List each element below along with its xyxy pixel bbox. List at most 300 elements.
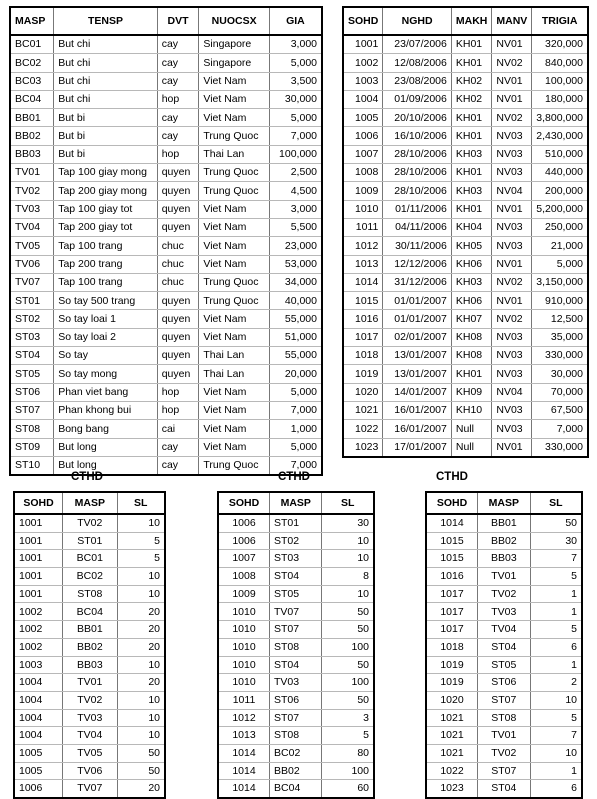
cthd-1-cell-sohd: 1002: [14, 638, 63, 656]
hoadon-cell-sohd: 1010: [343, 200, 383, 218]
sanpham-cell-tensp: So tay loai 2: [54, 328, 158, 346]
sanpham-cell-tensp: Phan viet bang: [54, 383, 158, 401]
sanpham-cell-masp: ST10: [10, 456, 54, 475]
sanpham-cell-gia: 7,000: [269, 401, 322, 419]
sanpham-cell-dvt: cay: [157, 54, 199, 72]
cthd-3-cell-sohd: 1018: [426, 638, 478, 656]
cthd-3-cell-sl: 6: [571, 782, 577, 795]
cthd-1-row: [14, 727, 165, 745]
cthd-2-cell-sl: 3: [322, 709, 374, 727]
hoadon-row: [343, 35, 588, 54]
cthd-2-cell-sl: 30: [322, 514, 374, 532]
cthd-3-cell-sohd: 1017: [426, 621, 478, 639]
hoadon-cell-sohd: 1007: [343, 145, 383, 163]
hoadon-cell-makh: KH03: [451, 145, 492, 163]
hoadon-cell-trigia: 910,000: [532, 292, 588, 310]
cthd-3-cell-sl: 6: [530, 638, 582, 656]
sanpham-cell-gia: 2,500: [269, 164, 322, 182]
cthd-2-cell-sl: 100: [322, 762, 374, 780]
hoadon-cell-nghd: 30/11/2006: [383, 237, 452, 255]
sanpham-cell-nuocsx: Trung Quoc: [199, 164, 269, 182]
hoadon-cell-nghd: 16/01/2007: [383, 420, 452, 438]
sanpham-cell-masp: ST08: [10, 420, 54, 438]
sanpham-row: [10, 365, 322, 383]
sanpham-cell-dvt: quyen: [157, 310, 199, 328]
cthd-2-cell-sohd: 1006: [218, 514, 270, 532]
hoadon-cell-trigia: 2,430,000: [532, 127, 588, 145]
hoadon-cell-makh: KH04: [451, 218, 492, 236]
cthd-2-cell-sl: 5: [322, 727, 374, 745]
cthd-2-cell-masp: ST02: [270, 532, 322, 550]
cthd-2-cell-sohd: 1014: [218, 744, 270, 762]
cthd-1-cell-sl: 10: [117, 656, 165, 674]
cthd-table-3: [425, 491, 583, 799]
cthd-1-cell-masp: TV03: [63, 709, 117, 727]
cthd-1-cell-sohd: 1001: [14, 550, 63, 568]
sanpham-header-dvt: DVT: [157, 7, 199, 35]
sanpham-cell-dvt: quyen: [157, 218, 199, 236]
hoadon-row: [343, 365, 588, 383]
cthd-3-cell-sohd: 1020: [426, 691, 478, 709]
cthd-2-cell-masp: ST04: [270, 568, 322, 586]
sanpham-cell-tensp: So tay: [54, 347, 158, 365]
sanpham-cell-gia: 3,500: [269, 72, 322, 90]
cthd-2-cell-sl: 80: [322, 744, 374, 762]
hoadon-cell-sohd: 1009: [343, 182, 383, 200]
cthd-2-cell-sl: 50: [322, 656, 374, 674]
hoadon-row: [343, 420, 588, 438]
cthd-3-row: [426, 638, 582, 656]
cthd-2-cell-masp: BC04: [270, 780, 322, 798]
sanpham-row: [10, 401, 322, 419]
cthd-3-cell-masp: ST08: [478, 709, 531, 727]
cthd-2-row: [218, 656, 374, 674]
cthd-2-cell-sohd: 1010: [218, 656, 270, 674]
sanpham-cell-dvt: quyen: [157, 200, 199, 218]
cthd-1-row: [14, 744, 165, 762]
sanpham-cell-nuocsx: Trung Quoc: [199, 456, 269, 475]
cthd-2-header-sl: SL: [322, 492, 374, 514]
sanpham-row: [10, 35, 322, 54]
sanpham-header-gia: GIA: [269, 7, 322, 35]
sanpham-row: [10, 182, 322, 200]
cthd-3-cell-masp: TV01: [478, 727, 531, 745]
sanpham-cell-tensp: Tap 200 giay tot: [54, 218, 158, 236]
sanpham-row: [10, 456, 322, 475]
hoadon-table: [342, 6, 589, 458]
hoadon-cell-sohd: 1001: [343, 35, 383, 54]
sanpham-cell-dvt: quyen: [157, 292, 199, 310]
sanpham-cell-masp: TV05: [10, 237, 54, 255]
cthd-2-cell-sohd: 1012: [218, 709, 270, 727]
hoadon-cell-makh: KH01: [451, 164, 492, 182]
cthd-2-cell-sl: 10: [322, 532, 374, 550]
hoadon-cell-manv: NV03: [492, 365, 532, 383]
hoadon-cell-trigia: 5,200,000: [532, 200, 588, 218]
hoadon-cell-makh: KH03: [451, 273, 492, 291]
sanpham-cell-tensp: So tay 500 trang: [54, 292, 158, 310]
cthd-1-header-sl: SL: [117, 492, 165, 514]
sanpham-cell-tensp: Bong bang: [54, 420, 158, 438]
hoadon-cell-manv: NV03: [492, 237, 532, 255]
cthd-3-cell-sl: 2: [530, 674, 582, 692]
cthd-2-cell-sohd: 1007: [218, 550, 270, 568]
sanpham-cell-gia: 4,500: [269, 182, 322, 200]
cthd-1-cell-sohd: 1001: [14, 585, 63, 603]
cthd-3-cell-masp: TV02: [478, 744, 531, 762]
hoadon-cell-manv: NV02: [492, 109, 532, 127]
cthd-2-cell-sl: 60: [357, 782, 369, 795]
cthd-2-cell-sohd: 1006: [218, 532, 270, 550]
cthd-3-row: [426, 514, 582, 532]
sanpham-cell-nuocsx: Trung Quoc: [199, 273, 269, 291]
cthd-2-cell-masp: ST06: [270, 691, 322, 709]
hoadon-cell-nghd: 23/07/2006: [383, 35, 452, 54]
hoadon-cell-manv: NV04: [492, 383, 532, 401]
cthd-3-cell-sohd: 1016: [426, 568, 478, 586]
hoadon-cell-makh: Null: [451, 438, 492, 457]
cthd-3-row: [426, 656, 582, 674]
sanpham-cell-nuocsx: Viet Nam: [199, 218, 269, 236]
cthd-2-cell-sohd: 1008: [218, 568, 270, 586]
sanpham-cell-dvt: cay: [157, 72, 199, 90]
cthd-1-row: [14, 603, 165, 621]
hoadon-row: [343, 438, 588, 457]
sanpham-cell-nuocsx: Viet Nam: [199, 328, 269, 346]
sanpham-cell-gia: 20,000: [269, 365, 322, 383]
hoadon-cell-makh: KH05: [451, 237, 492, 255]
hoadon-cell-nghd: 28/10/2006: [383, 164, 452, 182]
cthd-2-cell-masp: ST07: [270, 709, 322, 727]
hoadon-cell-sohd: 1003: [343, 72, 383, 90]
sanpham-cell-gia: 23,000: [269, 237, 322, 255]
hoadon-cell-nghd: 13/01/2007: [383, 365, 452, 383]
hoadon-cell-nghd: 01/01/2007: [383, 292, 452, 310]
sanpham-header-row: [10, 7, 322, 35]
cthd-1-cell-masp: TV02: [63, 691, 117, 709]
cthd-2-cell-sohd: 1009: [218, 585, 270, 603]
hoadon-cell-sohd: 1002: [343, 54, 383, 72]
sanpham-cell-nuocsx: Viet Nam: [199, 109, 269, 127]
cthd-1-cell-masp: BB03: [63, 656, 117, 674]
cthd-1-row: [14, 638, 165, 656]
cthd-1-header-sohd: SOHD: [14, 492, 63, 514]
cthd-1-cell-sohd: 1006: [14, 780, 63, 798]
cthd-3-cell-sohd: 1023: [426, 780, 478, 798]
sanpham-cell-tensp: Tap 100 giay mong: [54, 164, 158, 182]
hoadon-row: [343, 310, 588, 328]
hoadon-row: [343, 292, 588, 310]
cthd-3-row: [426, 674, 582, 692]
hoadon-cell-makh: KH09: [451, 383, 492, 401]
hoadon-cell-trigia: 320,000: [532, 35, 588, 54]
cthd-1-cell-sl: 10: [117, 585, 165, 603]
sanpham-row: [10, 310, 322, 328]
hoadon-cell-sohd: 1015: [343, 292, 383, 310]
cthd-1-cell-masp: BC04: [63, 603, 117, 621]
hoadon-cell-nghd: 04/11/2006: [383, 218, 452, 236]
cthd-1-cell-sl: 20: [117, 621, 165, 639]
hoadon-cell-manv: NV01: [492, 90, 532, 108]
hoadon-row: [343, 145, 588, 163]
hoadon-row: [343, 273, 588, 291]
cthd-2-header-masp: MASP: [270, 492, 322, 514]
cthd-3-row: [426, 744, 582, 762]
sanpham-cell-masp: BB01: [10, 109, 54, 127]
sanpham-cell-masp: ST06: [10, 383, 54, 401]
sanpham-cell-nuocsx: Singapore: [199, 35, 269, 54]
cthd-1-row: [14, 780, 165, 798]
hoadon-header-row: [343, 7, 588, 35]
sanpham-row: [10, 127, 322, 145]
cthd-3-cell-masp: BB02: [478, 532, 531, 550]
sanpham-cell-dvt: quyen: [157, 365, 199, 383]
sanpham-cell-dvt: cay: [157, 438, 199, 456]
cthd-2-row: [218, 638, 374, 656]
cthd-3-row: [426, 727, 582, 745]
cthd-1-cell-masp: TV04: [63, 727, 117, 745]
hoadon-row: [343, 255, 588, 273]
sanpham-cell-dvt: quyen: [157, 164, 199, 182]
cthd-3-cell-sohd: 1021: [426, 709, 478, 727]
cthd-1-row: [14, 550, 165, 568]
cthd-1-cell-sl: 50: [117, 744, 165, 762]
hoadon-cell-manv: NV03: [492, 420, 532, 438]
sanpham-cell-tensp: Tap 100 trang: [54, 273, 158, 291]
hoadon-cell-manv: NV04: [492, 182, 532, 200]
cthd-1-cell-masp: BB02: [63, 638, 117, 656]
cthd-2-cell-sl: 10: [322, 585, 374, 603]
sanpham-cell-gia: 5,000: [269, 109, 322, 127]
sanpham-cell-tensp: But bi: [54, 145, 158, 163]
sanpham-row: [10, 438, 322, 456]
cthd-3-cell-masp: ST04: [478, 638, 531, 656]
sanpham-cell-gia: 1,000: [269, 420, 322, 438]
sanpham-cell-masp: BC01: [10, 35, 54, 54]
sanpham-row: [10, 347, 322, 365]
cthd-3-row: [426, 585, 582, 603]
hoadon-cell-nghd: 23/08/2006: [383, 72, 452, 90]
sanpham-cell-nuocsx: Viet Nam: [199, 72, 269, 90]
sanpham-cell-dvt: cay: [157, 456, 199, 475]
hoadon-cell-makh: KH10: [451, 401, 492, 419]
cthd-3-cell-sl: 7: [530, 727, 582, 745]
cthd-3-row: [426, 709, 582, 727]
sanpham-cell-dvt: chuc: [157, 273, 199, 291]
sanpham-row: [10, 54, 322, 72]
hoadon-cell-manv: NV02: [492, 310, 532, 328]
hoadon-cell-sohd: 1013: [343, 255, 383, 273]
sanpham-cell-gia: 3,000: [269, 200, 322, 218]
hoadon-cell-trigia: 510,000: [532, 145, 588, 163]
hoadon-row: [343, 54, 588, 72]
sanpham-cell-tensp: But chi: [54, 72, 158, 90]
sanpham-cell-nuocsx: Viet Nam: [199, 383, 269, 401]
hoadon-cell-trigia: 3,150,000: [532, 273, 588, 291]
sanpham-row: [10, 164, 322, 182]
hoadon-cell-sohd: 1012: [343, 237, 383, 255]
hoadon-cell-nghd: 28/10/2006: [383, 145, 452, 163]
hoadon-cell-makh: KH01: [451, 127, 492, 145]
hoadon-cell-sohd: 1016: [343, 310, 383, 328]
hoadon-header-nghd: NGHD: [383, 7, 452, 35]
hoadon-cell-manv: NV03: [492, 218, 532, 236]
hoadon-cell-makh: Null: [451, 420, 492, 438]
sanpham-row: [10, 218, 322, 236]
cthd-2-row: [218, 585, 374, 603]
hoadon-row: [343, 237, 588, 255]
sanpham-cell-tensp: Tap 200 trang: [54, 255, 158, 273]
cthd-3-cell-sl: 1: [530, 656, 582, 674]
cthd-1-cell-sohd: 1003: [14, 656, 63, 674]
cthd-2-cell-masp: ST07: [270, 621, 322, 639]
cthd-3-header-row: [426, 492, 582, 514]
cthd-3-header-sohd: SOHD: [426, 492, 478, 514]
hoadon-cell-makh: KH01: [451, 54, 492, 72]
sanpham-cell-nuocsx: Thai Lan: [199, 145, 269, 163]
sanpham-cell-nuocsx: Trung Quoc: [199, 182, 269, 200]
sanpham-cell-nuocsx: Viet Nam: [199, 255, 269, 273]
cthd-1-row: [14, 709, 165, 727]
cthd-2-cell-masp: TV03: [270, 674, 322, 692]
cthd-2-cell-masp: BB02: [270, 762, 322, 780]
sanpham-cell-masp: ST04: [10, 347, 54, 365]
cthd-3-row: [426, 780, 582, 798]
cthd-1-cell-sl: 5: [117, 550, 165, 568]
cthd-3-cell-sohd: 1017: [426, 585, 478, 603]
hoadon-row: [343, 401, 588, 419]
sanpham-cell-tensp: But bi: [54, 109, 158, 127]
sanpham-cell-nuocsx: Singapore: [199, 54, 269, 72]
sanpham-cell-nuocsx: Viet Nam: [199, 401, 269, 419]
cthd-3-cell-sl: 5: [530, 621, 582, 639]
cthd-2-cell-masp: ST01: [270, 514, 322, 532]
cthd-3-cell-sohd: 1015: [426, 550, 478, 568]
sanpham-row: [10, 90, 322, 108]
cthd-3-cell-sohd: 1021: [426, 727, 478, 745]
sanpham-cell-dvt: quyen: [157, 347, 199, 365]
hoadon-cell-nghd: 28/10/2006: [383, 182, 452, 200]
cthd-3-cell-masp: ST07: [478, 691, 531, 709]
hoadon-cell-nghd: 01/09/2006: [383, 90, 452, 108]
cthd-2-cell-sohd: 1014: [218, 762, 270, 780]
sanpham-cell-masp: BC03: [10, 72, 54, 90]
sanpham-cell-gia: 5,000: [269, 383, 322, 401]
cthd-2-row: [218, 568, 374, 586]
hoadon-cell-sohd: 1014: [343, 273, 383, 291]
sanpham-cell-masp: TV07: [10, 273, 54, 291]
cthd-2-cell-sohd: 1013: [218, 727, 270, 745]
sanpham-cell-masp: ST01: [10, 292, 54, 310]
hoadon-cell-trigia: 12,500: [532, 310, 588, 328]
cthd-3-cell-sl: 1: [530, 603, 582, 621]
hoadon-cell-sohd: 1023: [343, 438, 383, 457]
sanpham-row: [10, 72, 322, 90]
cthd-3-row: [426, 568, 582, 586]
sanpham-cell-dvt: hop: [157, 383, 199, 401]
sanpham-row: [10, 292, 322, 310]
hoadon-cell-nghd: 01/01/2007: [383, 310, 452, 328]
hoadon-cell-sohd: 1004: [343, 90, 383, 108]
cthd-1-cell-sl: 10: [117, 691, 165, 709]
hoadon-cell-manv: NV03: [492, 401, 532, 419]
sanpham-cell-masp: ST03: [10, 328, 54, 346]
hoadon-cell-trigia: 250,000: [532, 218, 588, 236]
sanpham-row: [10, 420, 322, 438]
cthd-3-row: [426, 603, 582, 621]
sanpham-cell-tensp: But long: [54, 438, 158, 456]
hoadon-row: [343, 109, 588, 127]
cthd-2-cell-sohd: 1010: [218, 621, 270, 639]
cthd-3-cell-masp: TV04: [478, 621, 531, 639]
cthd-1-cell-sl: 20: [117, 674, 165, 692]
hoadon-cell-manv: NV01: [492, 35, 532, 54]
sanpham-row: [10, 109, 322, 127]
cthd-1-row: [14, 762, 165, 780]
hoadon-cell-manv: NV02: [492, 54, 532, 72]
cthd-2-row: [218, 709, 374, 727]
hoadon-cell-trigia: 30,000: [532, 365, 588, 383]
cthd-1-cell-sohd: 1001: [14, 568, 63, 586]
hoadon-row: [343, 90, 588, 108]
hoadon-row: [343, 164, 588, 182]
hoadon-cell-trigia: 840,000: [532, 54, 588, 72]
sanpham-cell-tensp: But bi: [54, 127, 158, 145]
cthd-1-cell-masp: TV01: [63, 674, 117, 692]
cthd-2-row: [218, 762, 374, 780]
cthd-1-cell-sohd: 1004: [14, 727, 63, 745]
hoadon-cell-manv: NV01: [492, 200, 532, 218]
hoadon-cell-trigia: 3,800,000: [532, 109, 588, 127]
sanpham-row: [10, 328, 322, 346]
sanpham-cell-gia: 5,000: [269, 54, 322, 72]
sanpham-cell-masp: TV06: [10, 255, 54, 273]
hoadon-cell-nghd: 14/01/2007: [383, 383, 452, 401]
cthd-1-cell-masp: TV07: [63, 780, 117, 798]
cthd-3-title: CTHD: [436, 471, 468, 483]
cthd-1-cell-sl: 20: [117, 603, 165, 621]
sanpham-cell-dvt: hop: [157, 90, 199, 108]
cthd-3-cell-masp: ST06: [478, 674, 531, 692]
sanpham-cell-gia: 40,000: [269, 292, 322, 310]
sanpham-row: [10, 200, 322, 218]
sanpham-header-nuocsx: NUOCSX: [199, 7, 269, 35]
sanpham-cell-gia: 7,000: [269, 127, 322, 145]
hoadon-cell-manv: NV03: [492, 347, 532, 365]
cthd-table-2: [217, 491, 375, 799]
hoadon-cell-makh: KH01: [451, 200, 492, 218]
hoadon-cell-makh: KH02: [451, 72, 492, 90]
cthd-3-cell-sl: 1: [530, 585, 582, 603]
cthd-1-cell-sl: 10: [117, 568, 165, 586]
cthd-1-title: CTHD: [71, 471, 103, 483]
sanpham-cell-nuocsx: Viet Nam: [199, 90, 269, 108]
cthd-1-row: [14, 514, 165, 532]
cthd-1-cell-sohd: 1002: [14, 603, 63, 621]
hoadon-cell-trigia: 440,000: [532, 164, 588, 182]
cthd-2-row: [218, 780, 374, 798]
hoadon-cell-sohd: 1005: [343, 109, 383, 127]
cthd-1-cell-sl: 50: [117, 762, 165, 780]
cthd-3-cell-sl: 5: [530, 709, 582, 727]
cthd-3-cell-sohd: 1017: [426, 603, 478, 621]
cthd-2-cell-sl: 50: [322, 621, 374, 639]
hoadon-cell-nghd: 12/12/2006: [383, 255, 452, 273]
cthd-1-row: [14, 674, 165, 692]
sanpham-cell-nuocsx: Thai Lan: [199, 347, 269, 365]
sanpham-row: [10, 237, 322, 255]
sanpham-cell-dvt: quyen: [157, 328, 199, 346]
